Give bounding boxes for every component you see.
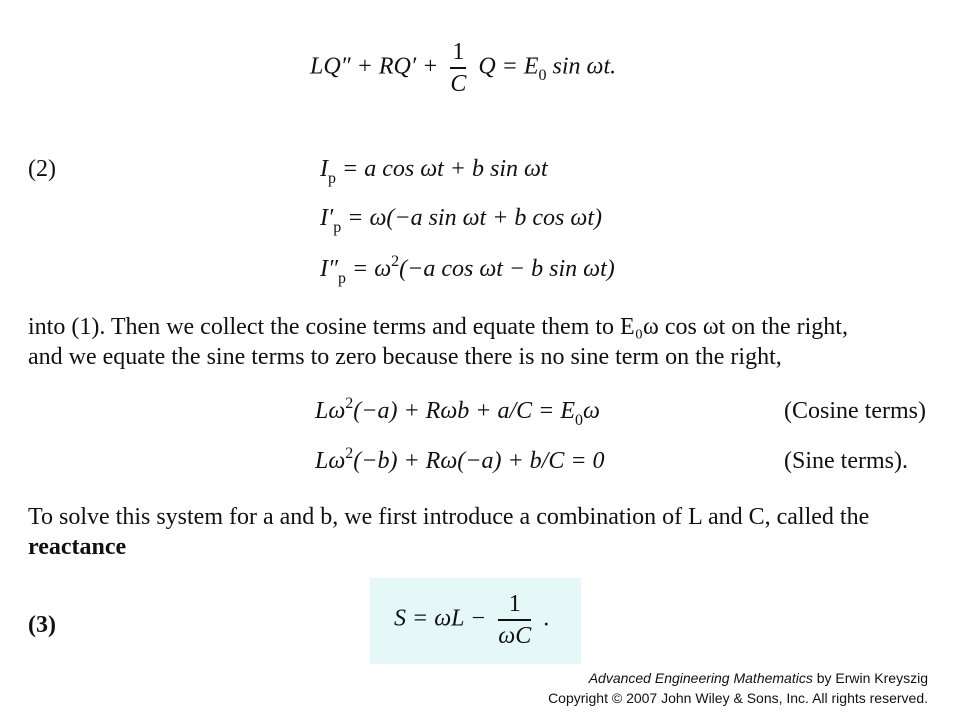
ip-prime-sub: p <box>333 219 342 236</box>
reactance-equation <box>394 590 549 650</box>
reactance-equation-box <box>370 578 581 664</box>
paragraph-1-line-1: into (1). Then we collect the cosine terms and equate them to E₀ω cos ωt on the right, <box>28 314 848 340</box>
book-credit <box>548 668 928 708</box>
system-row-1-end: ω <box>583 398 600 424</box>
paragraph-1 <box>28 312 848 372</box>
eq-top-fraction <box>450 38 466 98</box>
ip-row-1 <box>320 156 548 187</box>
system-row-2-sup: 2 <box>345 445 354 462</box>
equation-label-3: (3) <box>28 612 56 638</box>
book-credit-line-1 <box>548 668 928 688</box>
ip-row-2 <box>320 205 602 236</box>
reactance-frac-den: ωC <box>498 622 532 649</box>
paragraph-2-line-1: To solve this system for a and b, we first introduce a combination of L and C, called the <box>28 504 870 530</box>
system-row-1 <box>315 395 600 429</box>
ip-double-prime-sup: 2 <box>391 253 400 270</box>
fraction-bar <box>450 67 466 69</box>
ip-prime-rhs: = ω(−a sin ωt + b cos ωt) <box>347 205 602 231</box>
fraction-bar <box>498 619 531 621</box>
ip-row-3 <box>320 253 615 287</box>
reactance-tail: . <box>543 605 550 632</box>
reactance-fraction <box>498 590 531 650</box>
eq-top-frac-num: 1 <box>452 39 465 65</box>
reactance-frac-num: 1 <box>508 591 521 617</box>
equation-label-2: (2) <box>28 156 56 182</box>
system-row-2-post: (−b) + Rω(−a) + b/C = 0 <box>353 448 605 474</box>
ip-double-prime-symbol: I″ <box>320 256 338 282</box>
ip-double-prime-sub: p <box>338 270 346 287</box>
book-author: by Erwin Kreyszig <box>812 670 928 686</box>
system-row-1-sub: 0 <box>575 412 584 429</box>
system-row-1-note: (Cosine terms) <box>784 398 926 424</box>
equation-top <box>310 38 616 98</box>
system-row-2-note: (Sine terms). <box>784 448 908 474</box>
ip-sub: p <box>328 170 336 187</box>
ip-symbol: I <box>320 156 328 182</box>
reactance-lhs: S = ωL − <box>394 605 487 632</box>
ip-rhs: = a cos ωt + b sin ωt <box>342 156 548 182</box>
ip-double-prime-rhs-post: (−a cos ωt − b sin ωt) <box>399 256 615 282</box>
system-row-2-pre: Lω <box>315 448 346 474</box>
eq-top-right: Q = E <box>478 53 539 80</box>
system-row-1-sup: 2 <box>345 395 354 412</box>
eq-top-frac-den: C <box>450 70 467 97</box>
system-row-1-pre: Lω <box>315 398 346 424</box>
ip-double-prime-rhs-pre: = ω <box>352 256 392 282</box>
book-title: Advanced Engineering Mathematics <box>588 670 813 686</box>
paragraph-2 <box>28 502 869 562</box>
eq-top-sub: 0 <box>538 67 547 85</box>
system-row-2 <box>315 445 605 475</box>
system-row-1-post: (−a) + Rωb + a/C = E <box>353 398 576 424</box>
eq-top-left: LQ″ + RQ′ + <box>310 53 439 80</box>
reactance-term: reactance <box>28 534 127 560</box>
ip-prime-symbol: I′ <box>320 205 334 231</box>
eq-top-tail: sin ωt. <box>552 53 617 80</box>
paragraph-1-line-2: and we equate the sine terms to zero because there is no sine term on the right, <box>28 344 782 370</box>
copyright-line: Copyright © 2007 John Wiley & Sons, Inc. All rights reserved. <box>548 690 928 706</box>
